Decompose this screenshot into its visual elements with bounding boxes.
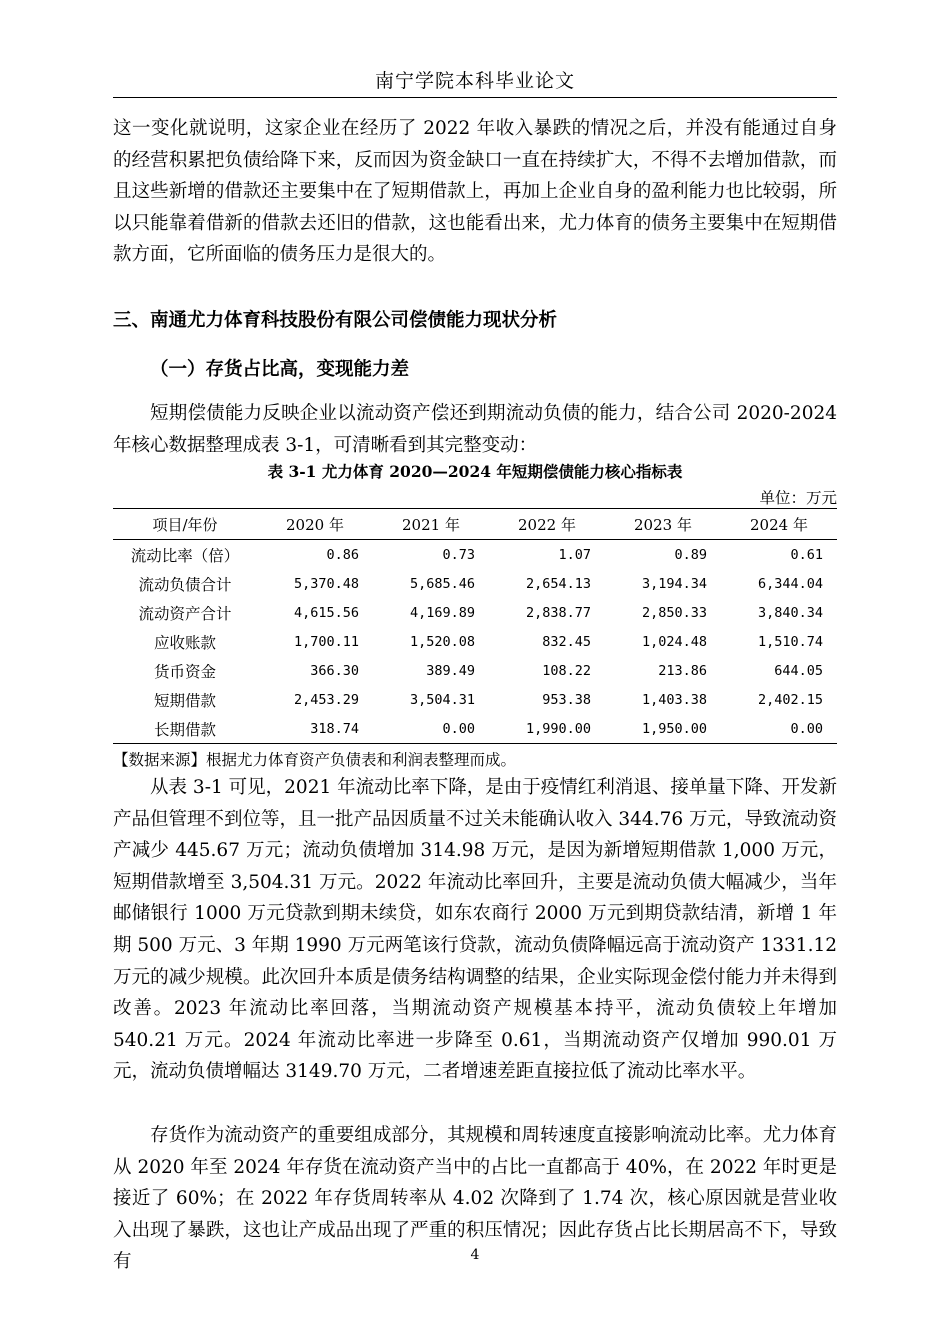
indicator-table (113, 508, 837, 744)
page-number: 4 (470, 1247, 480, 1263)
table-cell: 1,700.11 (293, 633, 359, 650)
table-cell: 644.05 (774, 662, 823, 679)
table-cell: 3,194.34 (641, 575, 707, 592)
table-row (113, 685, 837, 714)
table-header-cell: 2024 年 (721, 509, 837, 540)
table-header-cell: 2020 年 (257, 509, 373, 540)
table-source-note: 【数据来源】根据尤力体育资产负债表和利润表整理而成。 (113, 751, 517, 769)
table-row (113, 598, 837, 627)
table-row (113, 569, 837, 598)
table-cell: 5,685.46 (409, 575, 475, 592)
table-cell: 108.22 (542, 662, 591, 679)
paragraph-4: 存货作为流动资产的重要组成部分，其规模和周转速度直接影响流动比率。尤力体育从 2020 年至 2024 年存货在流动资产当中的占比一直都高于 40%，在 2022 年时更是接近了 60%；在 2022 年存货周转率从 4.02 次降到了 1.74 次，核心原因就是营业收入出现了暴跌，这也让产成品出现了严重的积压情况；因此存货占比长期居高不下，导致有 (113, 1125, 837, 1273)
running-header: 南宁学院本科毕业论文 (374, 70, 575, 92)
table-cell: 389.49 (426, 662, 475, 679)
table-cell: 4,169.89 (409, 604, 475, 621)
row-label: 短期借款 (153, 691, 216, 710)
table-cell: 0.00 (373, 714, 489, 744)
table-cell: 832.45 (542, 633, 591, 650)
table-cell: 0.61 (790, 546, 823, 563)
table-cell: 2,838.77 (525, 604, 591, 621)
row-label: 流动负债合计 (138, 575, 232, 594)
table-cell: 5,370.48 (293, 575, 359, 592)
table-cell: 953.38 (542, 691, 591, 708)
row-label: 长期借款 (113, 714, 257, 744)
table-header-cell: 2022 年 (489, 509, 605, 540)
paragraph-2: 短期偿债能力反映企业以流动资产偿还到期流动负债的能力，结合公司 2020-2024 年核心数据整理成表 3-1，可清晰看到其完整变动： (113, 403, 837, 456)
paragraph-3: 从表 3-1 可见，2021 年流动比率下降，是由于疫情红利消退、接单量下降、开发新产品但管理不到位等，且一批产品因质量不过关未能确认收入 344.76 万元，导致流动资产减少 445.67 万元；流动负债增加 314.98 万元，是因为新增短期借款 1,000 万元，短期借款增至 3,504.31 万元。2022 年流动比率回升，主要是流动负债大幅减少，当年邮储银行 1000 万元贷款到期未续贷，如东农商行 2000 万元到期贷款结清，新增 1 年期 500 万元、3 年期 1990 万元两笔该行贷款，流动负债降幅远高于流动资产 1331.12 万元的减少规模。此次回升本质是债务结构调整的结果，企业实际现金偿付能力并未得到改善。2023 年流动比率回落，当期流动资产规模基本持平，流动负债较上年增加 540.21 万元。2024 年流动比率进一步降至 0.61，当期流动资产仅增加 990.01 万元，流动负债增幅达 3149.70 万元，二者增速差距直接拉低了流动比率水平。 (113, 777, 837, 1083)
table-cell: 366.30 (310, 662, 359, 679)
table-cell: 2,453.29 (293, 691, 359, 708)
table-cell: 1.07 (558, 546, 591, 563)
table-row (113, 656, 837, 685)
row-label: 流动资产合计 (138, 604, 232, 623)
table-cell: 0.86 (326, 546, 359, 563)
table-cell: 1,990.00 (489, 714, 605, 744)
table-cell: 4,615.56 (293, 604, 359, 621)
header-rule (113, 97, 837, 98)
table-cell: 318.74 (257, 714, 373, 744)
table-cell: 1,950.00 (605, 714, 721, 744)
table-cell: 1,510.74 (757, 633, 823, 650)
table-cell: 0.73 (442, 546, 475, 563)
table-cell: 1,403.38 (641, 691, 707, 708)
table-cell: 3,504.31 (409, 691, 475, 708)
row-label: 流动比率（倍） (130, 546, 240, 565)
table-header-cell: 2023 年 (605, 509, 721, 540)
paragraph-1: 这一变化就说明，这家企业在经历了 2022 年收入暴跌的情况之后，并没有能通过自身的经营积累把负债给降下来，反而因为资金缺口一直在持续扩大，不得不去增加借款，而且这些新增的借款还主要集中在了短期借款上，再加上企业自身的盈利能力也比较弱，所以只能靠着借新的借款去还旧的借款，这也能看出来，尤力体育的债务主要集中在短期借款方面，它所面临的债务压力是很大的。 (113, 118, 837, 266)
row-label: 应收账款 (153, 633, 216, 652)
table-caption: 表 3-1 尤力体育 2020—2024 年短期偿债能力核心指标表 (267, 462, 683, 481)
table-header-cell: 2021 年 (373, 509, 489, 540)
table-cell: 3,840.34 (757, 604, 823, 621)
table-header-row (113, 509, 837, 540)
table-cell: 0.00 (721, 714, 837, 744)
subsection-heading: （一）存货占比高，变现能力差 (150, 359, 410, 380)
table-cell: 2,850.33 (641, 604, 707, 621)
table-unit: 单位：万元 (759, 489, 837, 507)
table-row (113, 627, 837, 656)
row-label: 货币资金 (153, 662, 216, 681)
table-cell: 6,344.04 (757, 575, 823, 592)
table-cell: 0.89 (674, 546, 707, 563)
table-header-cell: 项目/年份 (113, 509, 257, 540)
table-row (113, 714, 837, 744)
table-cell: 1,520.08 (409, 633, 475, 650)
table-cell: 213.86 (658, 662, 707, 679)
table-row (113, 540, 837, 570)
section-heading: 三、南通尤力体育科技股份有限公司偿债能力现状分析 (113, 310, 558, 331)
table-cell: 1,024.48 (641, 633, 707, 650)
table-cell: 2,654.13 (525, 575, 591, 592)
table-cell: 2,402.15 (757, 691, 823, 708)
